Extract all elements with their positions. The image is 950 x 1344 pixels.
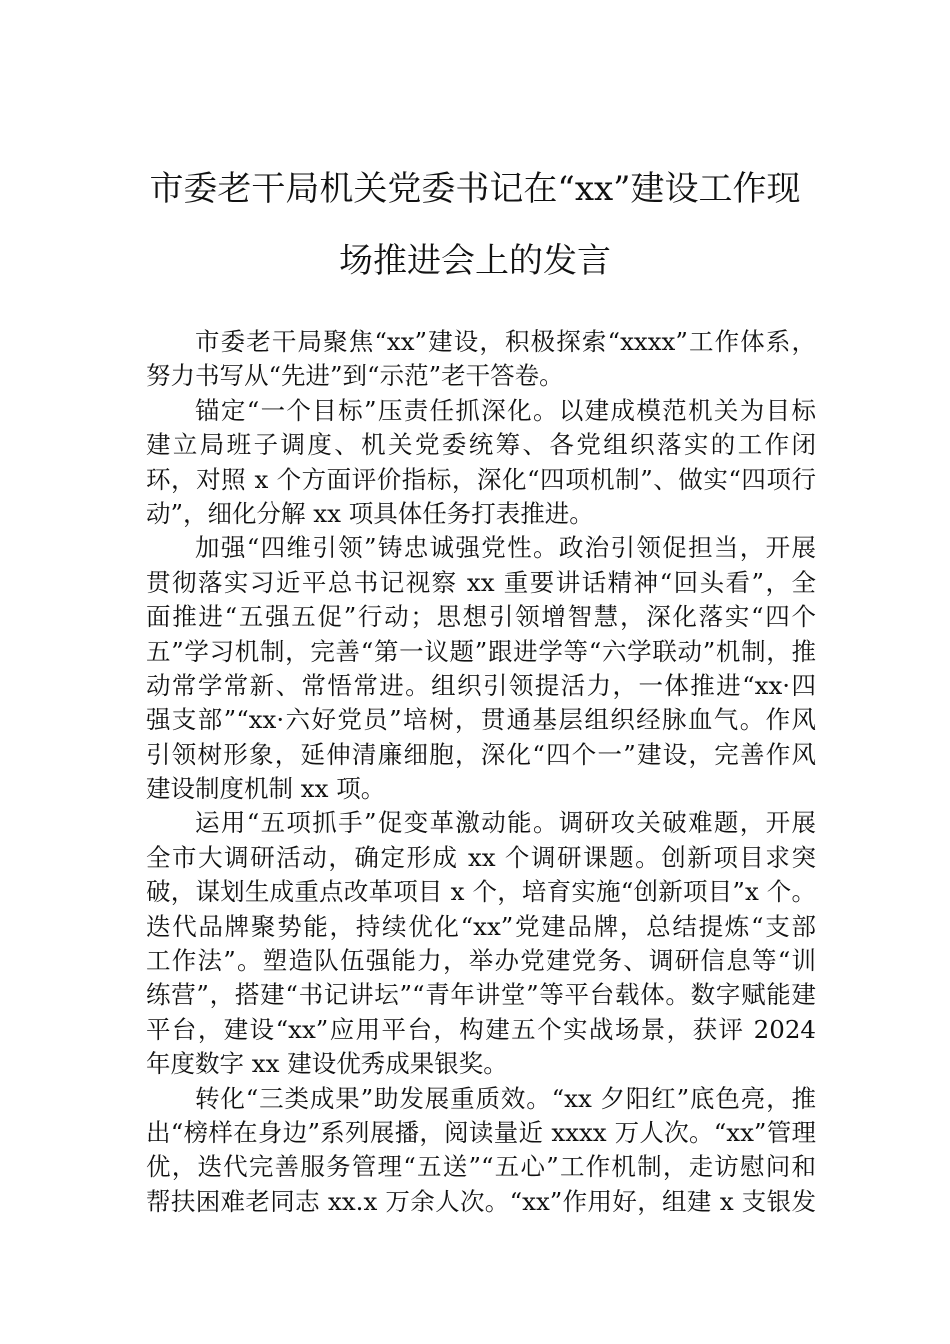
paragraph-1 [146,325,816,394]
paragraph-line: 五”学习机制，完善“第一议题”跟进学等“六学联动”机制，推 [146,636,816,666]
paragraph-line: 年度数字 xx 建设优秀成果银奖。 [146,1049,508,1079]
paragraph-line: 平台，建设“xx”应用平台，构建五个实战场景，获评 2024 [146,1014,816,1044]
paragraph-line: 强支部”“xx·六好党员”培树，贯通基层组织经脉血气。作风 [146,705,816,735]
paragraph-line: 动”，细化分解 xx 项具体任务打表推进。 [146,498,594,528]
paragraph-3 [146,531,816,806]
paragraph-line: 面推进“五强五促”行动；思想引领增智慧，深化落实“四个 [146,602,816,632]
paragraph-line: 加强“四维引领”铸忠诚强党性。政治引领促担当，开展 [195,533,816,563]
paragraph-line: 帮扶困难老同志 xx.x 万余人次。“xx”作用好，组建 x 支银发 [146,1186,816,1216]
paragraph-line: 动常学常新、常悟常进。组织引领提活力，一体推进“xx·四 [146,670,816,700]
paragraph-line: 锚定“一个目标”压责任抓深化。以建成模范机关为目标 [195,395,816,425]
paragraph-line: 优，迭代完善服务管理“五送”“五心”工作机制，走访慰问和 [146,1152,816,1182]
document-body [146,325,816,1219]
document-title-line-2: 场推进会上的发言 [339,241,611,281]
paragraph-line: 迭代品牌聚势能，持续优化“xx”党建品牌，总结提炼“支部 [146,911,816,941]
paragraph-line: 全市大调研活动，确定形成 xx 个调研课题。创新项目求突 [146,842,816,872]
paragraph-line: 练营”，搭建“书记讲坛”“青年讲堂”等平台载体。数字赋能建 [146,980,816,1010]
paragraph-4 [146,806,816,1081]
paragraph-line: 引领树形象，延伸清廉细胞，深化“四个一”建设，完善作风 [146,739,816,769]
paragraph-line: 建设制度机制 xx 项。 [146,774,386,804]
paragraph-line: 转化“三类成果”助发展重质效。“xx 夕阳红”底色亮，推 [195,1083,816,1113]
paragraph-line: 工作法”。塑造队伍强能力，举办党建党务、调研信息等“训 [146,946,816,976]
document-title-line-1: 市委老干局机关党委书记在“xx”建设工作现 [149,169,801,209]
paragraph-line: 出“榜样在身边”系列展播，阅读量近 xxxx 万人次。“xx”管理 [146,1117,816,1147]
paragraph-line: 破，谋划生成重点改革项目 x 个，培育实施“创新项目”x 个。 [146,877,816,907]
paragraph-line: 运用“五项抓手”促变革激动能。调研攻关破难题，开展 [195,808,816,838]
paragraph-line: 市委老干局聚焦“xx”建设，积极探索“xxxx”工作体系， [195,327,816,356]
paragraph-2 [146,394,816,532]
paragraph-line: 努力书写从“先进”到“示范”老干答卷。 [146,361,564,391]
paragraph-5 [146,1082,816,1220]
paragraph-line: 环，对照 x 个方面评价指标，深化“四项机制”、做实“四项行 [146,464,816,494]
paragraph-line: 建立局班子调度、机关党委统筹、各党组织落实的工作闭 [146,430,816,460]
paragraph-line: 贯彻落实习近平总书记视察 xx 重要讲话精神“回头看”，全 [146,567,816,597]
